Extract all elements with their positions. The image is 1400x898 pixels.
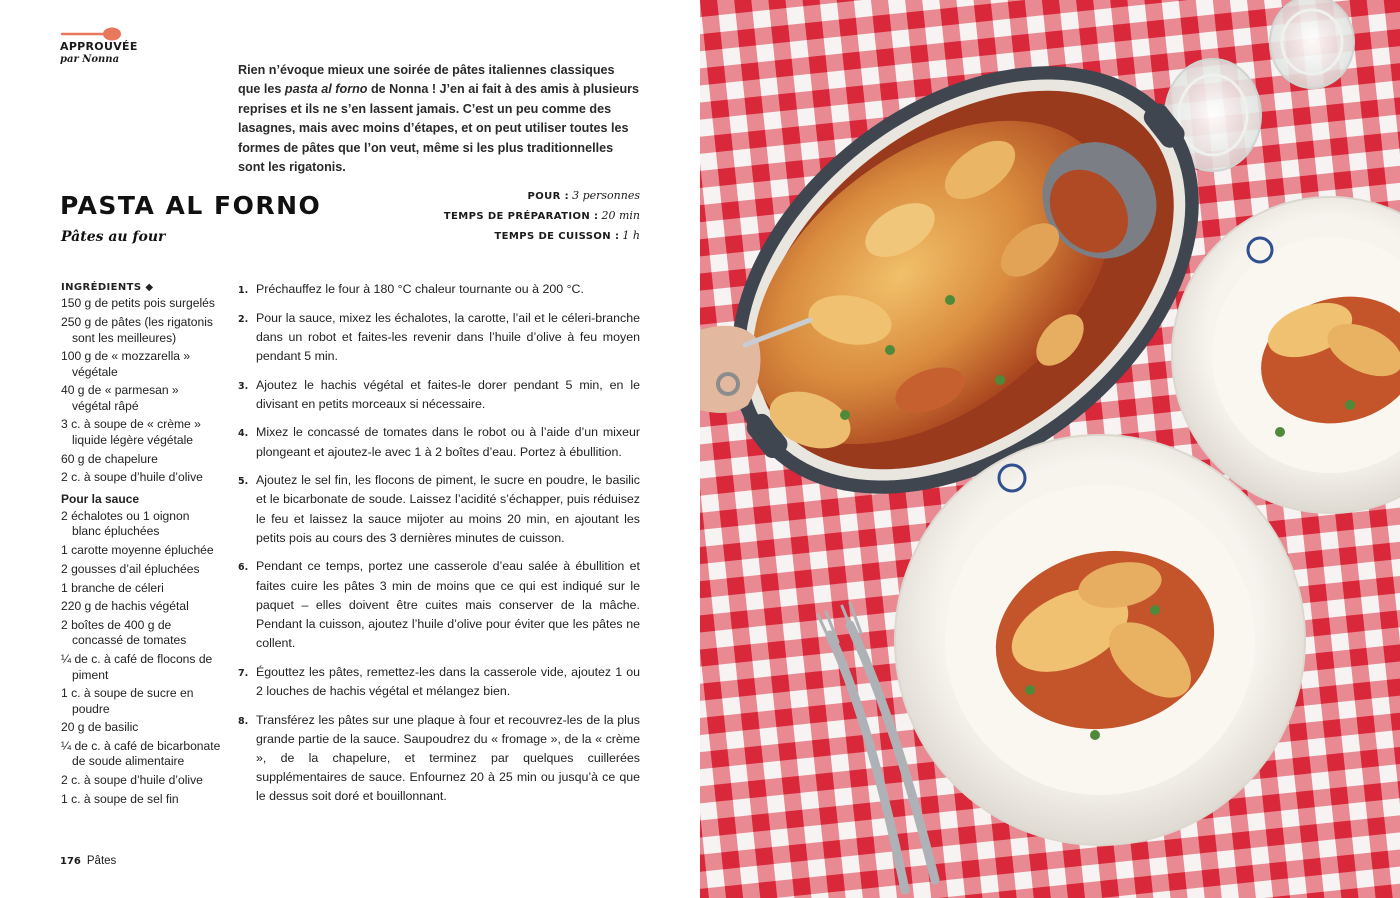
recipe-meta: [444, 186, 640, 246]
step-text: Ajoutez le sel fin, les flocons de piment, le sucre en poudre, le basilic et le bicarbonate de soude. Laissez l’acidité s’échapper, puis réduisez le feu et laissez la sauce mijoter au moins 20 min, en ajoutant les petits pois au cours des 3 dernières minutes de cuisson.: [256, 473, 640, 545]
badge-title: APPROUVÉE: [60, 40, 138, 53]
step-text: Transférez les pâtes sur une plaque à four et recouvrez-les de la plus grande partie de la sauce. Saupoudrez du « fromage », de la « crème », de la chapelure, et terminez par quelques cuillerées supplémentaires de sauce. Enfournez 20 à 25 min ou jusqu’à ce que le dessus soit doré et bouillonnant.: [256, 712, 640, 804]
cook-time-label: TEMPS DE CUISSON :: [494, 231, 620, 242]
ingredients-heading: INGRÉDIENTS ◆: [61, 282, 154, 293]
method-step: [238, 376, 640, 414]
step-text: Pour la sauce, mixez les échalotes, la carotte, l’ail et le céleri-branche dans un robot et faites-les revenir dans l’huile d’olive à feu moyen pendant 5 min.: [256, 310, 640, 363]
prep-time-value: 20 min: [601, 209, 640, 222]
method-step: [238, 471, 640, 548]
method-step: [238, 711, 640, 807]
step-text: Mixez le concassé de tomates dans le robot ou à l’aide d’un mixeur plongeant et ajoutez-le avec 1 à 2 boîtes d’eau. Portez à ébullition.: [256, 425, 640, 459]
method-step: [238, 280, 640, 299]
servings-value: 3 personnes: [572, 189, 640, 202]
nonna-approved-badge: [60, 26, 140, 70]
sauce-ingredient-item: ¼ de c. à café de flocons de piment: [61, 652, 213, 682]
method-step: [238, 309, 640, 367]
sauce-ingredient-item: 2 c. à soupe d’huile d’olive: [61, 773, 203, 788]
ingredient-item: 60 g de chapelure: [61, 451, 158, 466]
sauce-ingredient-item: ¼ de c. à café de bicarbonate de soude alimentaire: [61, 739, 221, 769]
sauce-ingredient-item: 1 c. à soupe de sucre en poudre: [61, 686, 194, 716]
sauce-ingredient-item: 1 c. à soupe de sel fin: [61, 791, 179, 806]
sauce-ingredients-list: [61, 509, 221, 807]
step-number: 1.: [238, 285, 249, 296]
step-text: Préchauffez le four à 180 °C chaleur tournante ou à 200 °C.: [256, 282, 584, 296]
step-number: 7.: [238, 667, 249, 679]
sauce-ingredient-item: 1 carotte moyenne épluchée: [61, 543, 214, 558]
ingredient-item: 2 c. à soupe d’huile d’olive: [61, 470, 203, 485]
sauce-ingredient-item: 2 gousses d’ail épluchées: [61, 561, 200, 576]
step-number: 8.: [238, 715, 249, 727]
step-number: 2.: [238, 313, 249, 325]
step-text: Ajoutez le hachis végétal et faites-le dorer pendant 5 min, en le divisant en petits morceaux si nécessaire.: [256, 377, 640, 411]
sauce-ingredient-item: 1 branche de céleri: [61, 580, 164, 595]
sauce-ingredient-item: 2 échalotes ou 1 oignon blanc épluchées: [61, 509, 190, 539]
plate-front: [895, 435, 1305, 845]
sauce-ingredient-item: 2 boîtes de 400 g de concassé de tomates: [61, 617, 187, 648]
page-number: 176: [60, 856, 81, 867]
ingredients-list: [61, 296, 221, 485]
recipe-subtitle: Pâtes au four: [61, 229, 166, 245]
step-number: 6.: [238, 562, 249, 574]
pasta-photo: [700, 0, 1400, 898]
prep-time-row: [444, 206, 640, 226]
step-number: 5.: [238, 476, 249, 488]
intro-paragraph: [238, 61, 640, 177]
step-number: 4.: [238, 428, 249, 440]
sauce-ingredient-item: 220 g de hachis végétal: [61, 599, 189, 614]
method-step: [238, 557, 640, 653]
recipe-title: PASTA AL FORNO: [60, 191, 322, 220]
step-text: Pendant ce temps, portez une casserole d’eau salée à ébullition et faites cuire les pâtes 3 min de moins que ce qui est indiqué sur le paquet – elles doivent être cuites mais conserver de la mâche. Pendant la cuisson, ajoutez l’huile d’olive pour éviter que les pâtes ne collent.: [256, 559, 640, 651]
ingredient-item: 3 c. à soupe de « crème » liquide légère végétale: [61, 417, 201, 447]
ingredients-column: [61, 280, 221, 811]
step-number: 3.: [238, 380, 249, 392]
sauce-heading: Pour la sauce: [61, 491, 140, 506]
intro-text-end: de Nonna ! J’en ai fait à des amis à plusieurs reprises et ils ne s’en lassent jamais. C’est un peu comme des lasagnes, mais avec moins d’étapes, et on peut utiliser toutes les formes de pâtes que l’on veut, même si les plus traditionnelles sont les rigatonis.: [238, 82, 640, 175]
ingredient-item: 100 g de « mozzarella » végétale: [61, 349, 191, 379]
cook-time-row: [444, 226, 640, 246]
method-step: [238, 663, 640, 701]
page-footer: [60, 855, 116, 867]
method-step: [238, 423, 640, 461]
photo-illustration: [700, 0, 1400, 898]
cook-time-value: 1 h: [622, 229, 640, 242]
prep-time-label: TEMPS DE PRÉPARATION :: [443, 211, 599, 222]
servings-row: [444, 186, 640, 206]
intro-text-start: Rien n’évoque mieux une soirée de pâtes italiennes classiques que les: [238, 63, 615, 97]
method-steps: [238, 280, 640, 816]
section-name: Pâtes: [86, 855, 117, 867]
sauce-ingredient-item: 20 g de basilic: [61, 720, 139, 735]
ingredient-item: 250 g de pâtes (les rigatonis sont les meilleures): [61, 315, 213, 345]
intro-emphasis: pasta al forno: [284, 82, 368, 97]
badge-subtitle: par Nonna: [60, 54, 120, 65]
ingredient-item: 40 g de « parmesan » végétal râpé: [61, 383, 179, 413]
servings-label: POUR :: [527, 191, 570, 202]
step-text: Égouttez les pâtes, remettez-les dans la casserole vide, ajoutez 1 ou 2 louches de hachis végétal et mélangez bien.: [256, 664, 640, 698]
ingredient-item: 150 g de petits pois surgelés: [61, 296, 215, 311]
